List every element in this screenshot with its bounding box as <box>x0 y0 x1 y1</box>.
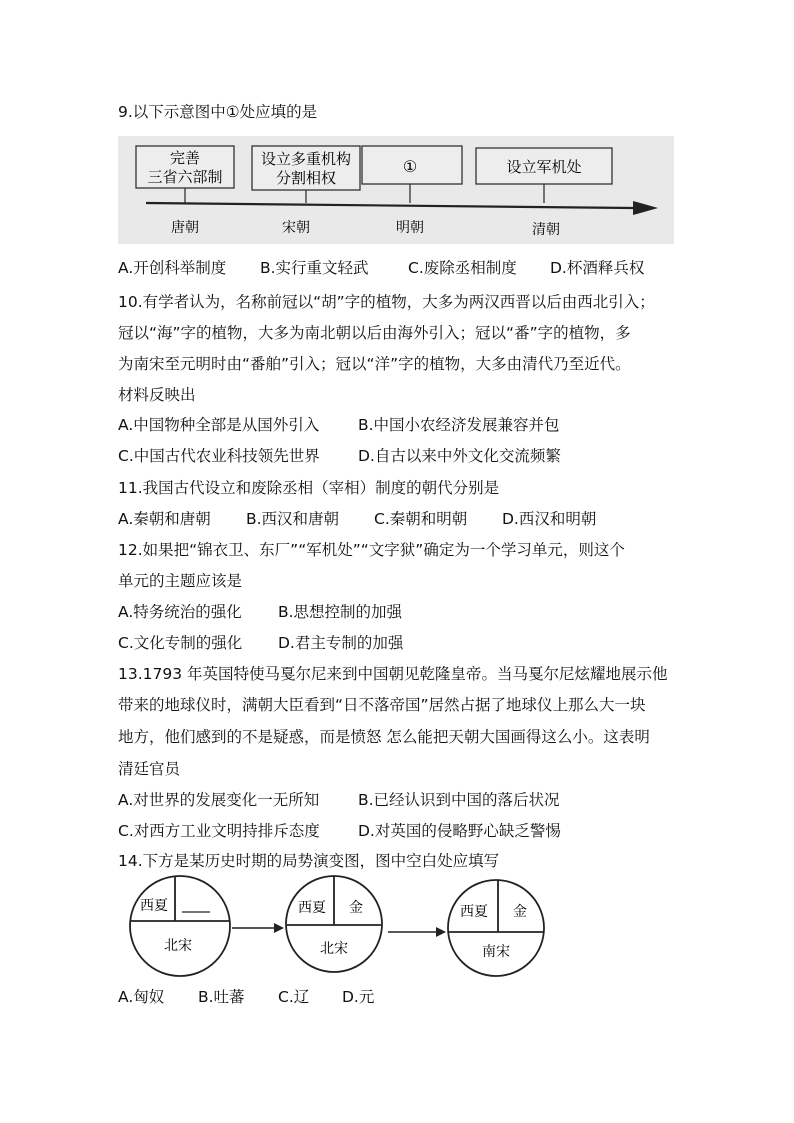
q12-stem-line-2: 单元的主题应该是 <box>118 572 243 590</box>
svg-text:西夏: 西夏 <box>460 904 488 920</box>
q14-stem: 14.下方是某历史时期的局势演变图，图中空白处应填写 <box>118 852 500 870</box>
svg-text:西夏: 西夏 <box>140 898 168 914</box>
q11-options <box>118 509 596 529</box>
q14-option-d[interactable]: D.元 <box>342 988 375 1006</box>
q10-option-d[interactable]: D.自古以来中外文化交流频繁 <box>358 447 561 465</box>
q12-stem-line-1: 12.如果把“锦衣卫、东厂”“军机处”“文字狱”确定为一个学习单元，则这个 <box>118 541 625 559</box>
q10-stem-line-1: 10.有学者认为，名称前冠以“胡”字的植物，大多为两汉西晋以后由西北引入； <box>118 293 655 311</box>
q13-options-row-1 <box>118 790 560 810</box>
q10-stem-line-2: 冠以“海”字的植物，大多为南北朝以后由海外引入；冠以“番”字的植物，多 <box>118 324 631 342</box>
q9-dynasty-tang: 唐朝 <box>171 220 199 236</box>
q9-dynasty-qing: 清朝 <box>532 222 560 238</box>
q10-option-c[interactable]: C.中国古代农业科技领先世界 <box>118 447 320 465</box>
q12-option-a[interactable]: A.特务统治的强化 <box>118 603 242 621</box>
q14-option-c[interactable]: C.辽 <box>278 988 310 1006</box>
q12-option-d[interactable]: D.君主专制的加强 <box>278 634 404 652</box>
q13-stem-line-2: 带来的地球仪时，满朝大臣看到“日不落帝国”居然占据了地球仪上那么大一块 <box>118 696 646 714</box>
q9-option-d[interactable]: D.杯酒释兵权 <box>550 259 645 277</box>
svg-text:①: ① <box>402 157 418 176</box>
svg-text:完善: 完善 <box>169 149 201 167</box>
q12-option-b[interactable]: B.思想控制的加强 <box>278 603 403 621</box>
q13-stem-line-3: 地方，他们感到的不是疑惑，而是愤怒 怎么能把天朝大国画得这么小。这表明 <box>118 728 650 746</box>
svg-text:金: 金 <box>349 900 363 916</box>
q14-circle-3 <box>448 880 544 976</box>
q13-option-a[interactable]: A.对世界的发展变化一无所知 <box>118 791 320 809</box>
svg-text:北宋: 北宋 <box>320 941 348 957</box>
q11-option-c[interactable]: C.秦朝和明朝 <box>374 510 468 528</box>
svg-text:北宋: 北宋 <box>164 938 192 954</box>
q9-stem: 9.以下示意图中①处应填的是 <box>118 103 318 121</box>
svg-text:设立多重机构: 设立多重机构 <box>260 150 352 168</box>
q12-option-c[interactable]: C.文化专制的强化 <box>118 634 243 652</box>
q9-timeline-diagram <box>118 136 674 244</box>
q13-stem-line-4: 清廷官员 <box>118 760 181 778</box>
q12-options-row-2 <box>118 633 403 653</box>
q10-stem-line-3: 为南宋至元明时由“番舶”引入；冠以“洋”字的植物，大多由清代乃至近代。 <box>118 355 631 373</box>
q13-stem-line-1: 13.1793 年英国特使马戛尔尼来到中国朝见乾隆皇帝。当马戛尔尼炫耀地展示他 <box>118 665 668 683</box>
q10-option-a[interactable]: A.中国物种全部是从国外引入 <box>118 416 320 434</box>
q11-option-d[interactable]: D.西汉和明朝 <box>502 510 597 528</box>
svg-text:金: 金 <box>513 904 527 920</box>
q10-options-row-2 <box>118 446 561 466</box>
svg-text:西夏: 西夏 <box>298 900 326 916</box>
q14-option-b[interactable]: B.吐蕃 <box>198 988 245 1006</box>
svg-text:南宋: 南宋 <box>482 944 510 960</box>
q10-options-row-1 <box>118 415 560 435</box>
q9-dynasty-ming: 明朝 <box>396 220 424 236</box>
q9-options <box>118 258 644 278</box>
q14-circle-1 <box>130 876 230 976</box>
q13-option-b[interactable]: B.已经认识到中国的落后状况 <box>358 791 560 809</box>
q9-option-c[interactable]: C.废除丞相制度 <box>408 259 517 277</box>
q10-stem-line-4: 材料反映出 <box>118 386 196 404</box>
svg-text:三省六部制: 三省六部制 <box>147 168 223 186</box>
q9-dynasty-song: 宋朝 <box>282 220 310 236</box>
q10-option-b[interactable]: B.中国小农经济发展兼容并包 <box>358 416 560 434</box>
q14-options <box>118 987 374 1007</box>
q9-option-a[interactable]: A.开创科举制度 <box>118 259 227 277</box>
q13-option-c[interactable]: C.对西方工业文明持排斥态度 <box>118 822 320 840</box>
svg-text:分割相权: 分割相权 <box>275 169 337 187</box>
q11-stem: 11.我国古代设立和废除丞相（宰相）制度的朝代分别是 <box>118 479 500 497</box>
q13-option-d[interactable]: D.对英国的侵略野心缺乏警惕 <box>358 822 561 840</box>
q14-situation-diagram <box>118 874 568 982</box>
q11-option-b[interactable]: B.西汉和唐朝 <box>246 510 340 528</box>
q9-option-b[interactable]: B.实行重文轻武 <box>260 259 369 277</box>
q11-option-a[interactable]: A.秦朝和唐朝 <box>118 510 211 528</box>
q13-options-row-2 <box>118 821 561 841</box>
q12-options-row-1 <box>118 602 402 622</box>
q14-option-a[interactable]: A.匈奴 <box>118 988 165 1006</box>
svg-text:设立军机处: 设立军机处 <box>506 158 582 176</box>
